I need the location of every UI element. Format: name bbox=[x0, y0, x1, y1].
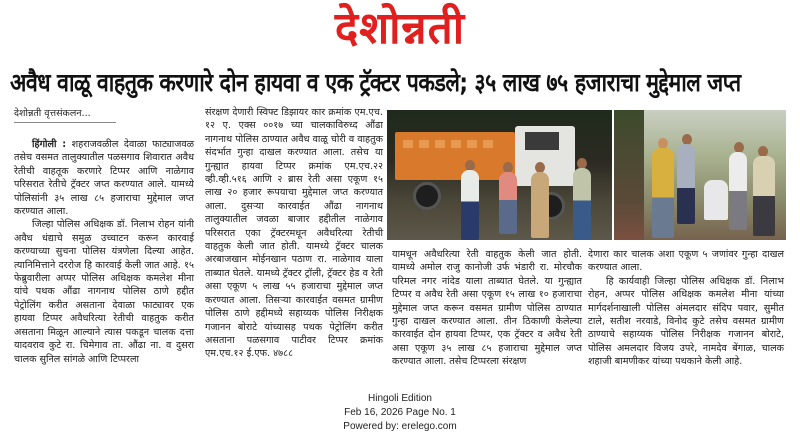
photo-seized-truck bbox=[387, 110, 612, 240]
newspaper-logo: देशोन्नती bbox=[334, 3, 466, 54]
truck-dumper-bed bbox=[395, 132, 515, 180]
photo-police-team bbox=[614, 110, 786, 240]
paragraph: हि कार्यवाही जिल्हा पोलिस अधिक्षक डॉ. निलाभ रोहन, अप्पर पोलिस अधिक्षक कमलेश मीना यांच्या मार्गदर्शनाखाली पोलिस अंमलदार संदिप पवार, सुमीत टाले, सतीश नरवाडे, विनोद कुटे तसेच वसमत ग्रामीण ठाण्याचे सहाय्यक पोलिस निरीक्षक गजानन बोराटे, पोलिस अमलदार विजय उपरे, नामदेव बेंगाळ, चालक शहाजी बामणीकर यांच्या पथकाने केली आहे. bbox=[588, 275, 784, 368]
article-headline: अवैध वाळू वाहतुक करणारे दोन हायवा व एक ट्रॅक्टर पकडले; ३५ लाख ७५ हजाराचा मुद्देमाल जप्त bbox=[10, 68, 741, 97]
article-column-1 bbox=[14, 138, 194, 366]
paragraph: देणारा कार चालक अशा एकूण ५ जणांवर गुन्हा दाखल करण्यात आला. bbox=[588, 249, 784, 274]
edition-label: Hingoli Edition bbox=[368, 393, 432, 404]
byline: देशोन्नती वृत्तसंकलन... bbox=[14, 106, 116, 123]
photo-left-strip bbox=[614, 110, 644, 240]
person bbox=[652, 148, 674, 238]
person bbox=[704, 180, 728, 220]
powered-by-label: Powered by: erelego.com bbox=[343, 421, 457, 432]
dateline: हिंगोली : bbox=[32, 139, 67, 150]
person bbox=[499, 172, 517, 234]
paragraph: संरक्षण देणारी स्विफ्ट डिझायर कार क्रमांक एम.एच. १२ ए. एक्स ००१७ च्या चालकाविरुध्द औंढा नागनाथ पोलिस ठाण्यात अवैध वाळू चोरी व वाहतुक संदर्भात गुन्हा दाखल करण्यात आला. तसेच या गुन्ह्यात हायवा टिप्पर क्रमांक एम.एच.२२ व्ही.व्ही.५१६ आणि २ ब्रास रेती असा एकूण १५ लाख २० हजार रूपयाचा मुद्देमाल जप्त करण्यात आला. दुसऱ्या कारवाईत औंढा नागनाथ तालुक्यातील जवळा बाजार हद्दीतील नाळेगाव परिसरात एका ट्रॅक्टरमधून अवैधरित्या रेतीची वाहतुक केली जात होती. यामध्ये ट्रॅक्टर चालक अरबाजखान मोईनखान पठाण रा. नाळेगाव याला ताब्यात घेतले. यामध्ये ट्रॅक्टर ट्रॉली, ट्रॅक्टर हेड व रेती असा एकूण ५ लाख ५५ हजाराचा मुद्देमाल जप्त करण्यात आला. तिसऱ्या कारवाईत वसमत ग्रामीण पोलिस ठाणे हद्दीमध्ये सहाय्यक पोलिस निरीक्षक गजानन बोराटे यांच्यासह पथक पेट्रोलिंग करीत असताना पळसगाव पाटीवर टिप्पर क्रमांक एम.एच.१२ ई.एफ. ४७८८ bbox=[205, 107, 383, 360]
person bbox=[461, 170, 479, 240]
person bbox=[677, 144, 695, 224]
paragraph: शहराजवळील देवाळा फाट्याजवळ तसेच वसमत तालुक्यातील पळसगाव शिवारात अवैध रेतीची वाहतूक करणारे टिप्पर आणि नाळेगाव परिसरात रेतीचे ट्रॅक्टर जप्त करण्यात आले. यामध्ये पोलिसांनी ३५ लाख ८५ हजाराचा मुद्देमाल जप्त करण्यात आला. bbox=[14, 139, 194, 218]
wheel bbox=[413, 182, 441, 210]
article-column-4 bbox=[588, 248, 784, 369]
person bbox=[573, 168, 591, 240]
paragraph: यामधून अवैधरित्या रेती वाहतुक केली जात होती. यामध्ये अमोल राजु कानोजी उर्फ भंडारी रा. मोरचौक परिमल नगर नांदेड याला ताब्यात घेतले. या गुन्ह्यात टिप्पर व अवैध रेती असा एकूण १५ लाख १० हजाराचा मुद्देमाल जप्त करून वसमत ग्रामीण पोलिस ठाण्यात गुन्हा दाखल करण्यात आला. तीन ठिकाणी केलेल्या कारवाईत दोन हायवा टिप्पर, एक ट्रॅक्टर व अवैध रेती असा एकूण ३५ लाख ८५ हजाराचा मुद्देमाल जप्त करण्यात आला. तसेच टिप्परला संरक्षण bbox=[392, 249, 582, 368]
person bbox=[753, 156, 775, 236]
page-footer bbox=[0, 392, 800, 434]
masthead bbox=[0, 0, 800, 58]
truck-window bbox=[525, 132, 559, 150]
article-column-2 bbox=[205, 106, 383, 361]
article-column-3 bbox=[392, 248, 582, 369]
paragraph: जिल्हा पोलिस अधिक्षक डॉ. निलाभ रोहन यांनी अवैध धंद्याचे समुळ उच्चाटन करून कारवाई करण्याच्या सुचना पोलिस यंत्रणेला दिल्या आहेत. त्यानिमित्ताने दररोज हि कारवाई केली जात आहे. १५ फेब्रुवारीला अप्पर पोलिस अधिक्षक कमलेश मीना यांचे पथक औंढा नागनाथ पोलिस ठाणे हद्दीत पेट्रोलिंग करीत असताना देवाळा फाट्यावर एक हायवा टिप्पर अवैधरित्या रेतीची वाहतुक करीत असताना मिळून आल्याने त्यास पकडून चालक दत्ता यादवराव कुटे रा. चिमेगाव ता. औंढा ना. व दुसरा चालक सुनिल सांगळे आणि टिप्परला bbox=[14, 219, 194, 365]
person bbox=[729, 152, 747, 230]
person bbox=[531, 172, 549, 238]
date-page-label: Feb 16, 2026 Page No. 1 bbox=[344, 407, 456, 418]
